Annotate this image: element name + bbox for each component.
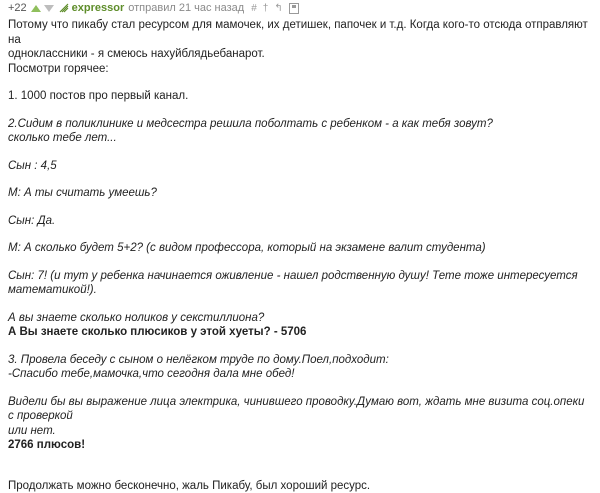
story-2-line-7: Сын: 7! (и тут у ребенка начинается оживление - нашел родственную душу! Тете тоже интересуется математикой!). — [8, 269, 588, 298]
vote-up-icon[interactable] — [31, 5, 41, 12]
spacer — [8, 453, 588, 466]
story-2-line-6: М: А сколько будет 5+2? (с видом профессора, который на экзамене валит студента) — [8, 241, 588, 256]
spacer — [8, 201, 588, 214]
comment-rating: +22 — [8, 2, 27, 14]
intro-line-1: Потому что пикабу стал ресурсом для мамочек, их детишек, папочек и т.д. Когда кого-то отсюда отправляют на — [8, 18, 588, 47]
story-2-line-3: Сын : 4,5 — [8, 159, 588, 174]
spacer — [8, 104, 588, 117]
outro-line: Продолжать можно бесконечно, жаль Пикабу, был хороший ресурс. — [8, 479, 588, 493]
spacer — [8, 173, 588, 186]
spacer — [8, 228, 588, 241]
reply-icon[interactable]: ↰ — [274, 3, 282, 14]
story-2-line-1: 2.Сидим в поликлинике и медсестра решила поболтать с ребенком - а как тебя зовут? — [8, 117, 588, 132]
story-2-line-2: сколько тебе лет... — [8, 131, 588, 146]
vote-down-icon[interactable] — [44, 5, 54, 12]
story-3-line-1: 3. Провела беседу с сыном о нелёгком труде по дому.Поел,подходит: — [8, 353, 588, 368]
spacer — [8, 466, 588, 479]
story-4-line-3: 2766 плюсов! — [8, 438, 588, 453]
list-item-1: 1. 1000 постов про первый канал. — [8, 89, 588, 104]
story-2-line-5: Сын: Да. — [8, 214, 588, 229]
save-icon[interactable] — [289, 3, 299, 14]
intro-line-3: Посмотри горячее: — [8, 62, 588, 77]
spacer — [8, 298, 588, 311]
spacer — [8, 340, 588, 353]
comment-body — [8, 18, 588, 493]
comment-time: отправил 21 час назад — [128, 2, 244, 14]
spacer — [8, 382, 588, 395]
user-badge-icon — [59, 3, 69, 13]
comment-author[interactable]: expressor — [72, 2, 125, 14]
story-4-line-1: Видели бы вы выражение лица электрика, чинившего проводку.Думаю вот, ждать мне визита соц.опеки с проверкой — [8, 395, 588, 424]
intro-line-2: одноклассники - я смеюсь нахуйблядьебанарот. — [8, 47, 588, 62]
story-2-line-9: А Вы знаете сколько плюсиков у этой хуеты? - 5706 — [8, 325, 588, 340]
story-3-line-2: -Спасибо тебе,мамочка,что сегодня дала мне обед! — [8, 367, 588, 382]
story-2-line-8: А вы знаете сколько ноликов у секстиллиона? — [8, 311, 588, 326]
spacer — [8, 146, 588, 159]
story-4-line-2: или нет. — [8, 424, 588, 439]
comment-header — [8, 1, 299, 15]
spacer — [8, 76, 588, 89]
story-2-line-4: М: А ты считать умеешь? — [8, 186, 588, 201]
dagger-icon[interactable]: † — [263, 3, 269, 14]
spacer — [8, 256, 588, 269]
hash-icon[interactable]: # — [251, 3, 257, 14]
